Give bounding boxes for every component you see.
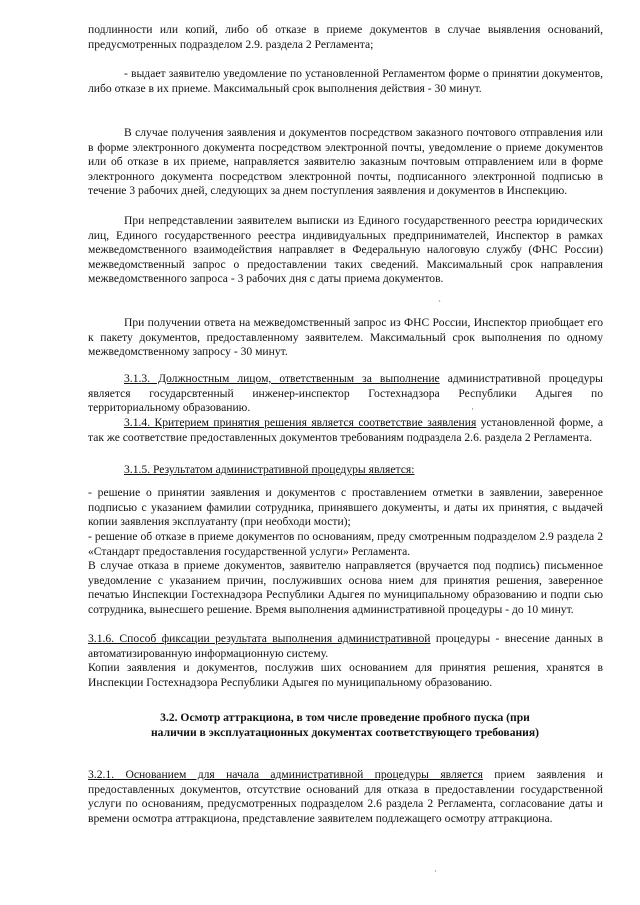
clause-3-1-5-title: 3.1.5. Результатом административной процедуры является:	[124, 463, 415, 476]
clause-3-1-4-title: 3.1.4. Критерием принятия решения является соответствие заявления	[124, 416, 477, 429]
paragraph-3-2-1	[88, 768, 603, 826]
scan-speck: ·	[434, 866, 437, 876]
paragraph-notification: - выдает заявителю уведомление по установленной Регламентом форме о принятии документов, либо отказе в их приеме. Максимальный срок выполнения действия - 30 минут.	[88, 67, 603, 95]
section-3-2-heading: 3.2. Осмотр аттракциона, в том числе проведение пробного пуска (при наличии в эксплуатационных документах соответствующего требования)	[151, 711, 539, 739]
result-decision-refuse: - решение об отказе в приеме документов по основаниям, преду смотренным подразделом 2.9 раздела 2 «Стандарт предоставления государственной услуги» Регламента.	[88, 530, 603, 558]
result-decision-accept: - решение о принятии заявления и документов с проставлением отметки в заявлении, заверенное подписью с указанием фамилии сотрудника, принявшего документы, и даты их принятия, с выдачей копии заявления эксплуатанту (при необходи мости);	[88, 486, 603, 529]
paragraph-3-1-3	[88, 372, 603, 416]
clause-3-1-3-title: 3.1.3. Должностным лицом, ответственным за выполнение	[124, 372, 440, 385]
clause-3-2-1-body: прием заявления и предоставленных документов, отсутствие оснований для отказа в предоставлении государственной услуги по основаниям, предусмотренных подразделом 2.6 раздела 2 Регламента, согласование даты и времени осмотра аттракциона, представление заявителем подлежащего осмотру аттракциона.	[88, 768, 603, 825]
clause-3-1-6-body: процедуры - внесение данных в автоматизированную информационную систему.	[88, 632, 604, 660]
result-refusal-notice: В случае отказа в приеме документов, заявителю направляется (вручается под подпись) письменное уведомление с указанием причин, послуживших основа нием для принятия решения, заверенное печатью Инспекции Гостехнадзора Республики Адыгея по муниципальному образованию и подпи сью сотрудника, вынесшего решение. Время выполнения административной процедуры - до 10 минут.	[88, 559, 603, 616]
paragraph-interagency-request: При непредставлении заявителем выписки из Единого государственного реестра юридических лиц, Единого государственного реестра индивидуальных предпринимателей, Инспектор в рамках межведомственного взаимодействия направляет в Федеральную налоговую службу (ФНС России) межведомственный запрос о предоставлении таких сведений. Максимальный срок направления межведомственного запроса - 3 рабочих дня с даты приема документов.	[88, 214, 603, 286]
paragraph-3-1-4	[88, 416, 603, 445]
clause-3-2-1-title: 3.2.1. Основанием для начала административной процедуры является	[88, 768, 483, 781]
paragraph-3-1-6	[88, 632, 603, 661]
paragraph-3-1-5	[88, 463, 603, 478]
clause-3-1-4-body: установленной форме, а так же соответствие предоставленных документов требованиям подраздела 2.6. раздела 2 Регламента.	[88, 416, 603, 444]
clause-3-1-3-body: административной процедуры является государсвтенный инженер-инспектор Гостехнадзора Республики Адыгея по территориальному образованию.	[88, 372, 603, 415]
paragraph-fns-response: При получении ответа на межведомственный запрос из ФНС России, Инспектор приобщает его к пакету документов, предоставленному заявителем. Максимальный срок выполнения по одному межведомственному запросу - 30 минут.	[88, 316, 603, 359]
scan-speck: ˏ	[438, 292, 441, 302]
paragraph-continuation: подлинности или копий, либо об отказе в приеме документов в случае выявления оснований, предусмотренных подразделом 2.9. раздела 2 Регламента;	[88, 23, 603, 51]
clause-3-1-6-title: 3.1.6. Способ фиксации результата выполнения административной	[88, 632, 431, 645]
scan-speck: ·	[471, 404, 474, 414]
paragraph-storage: Копии заявления и документов, послужив ших основанием для принятия решения, хранятся в Инспекции Гостехнадзора Республики Адыгея по муниципальному образованию.	[88, 661, 603, 689]
paragraph-postal-receipt: В случае получения заявления и документов посредством заказного почтового отправления или в форме электронного документа посредством электронной почты, уведомление о приеме документов или об отказе в их приеме, направляется заявителю заказным почтовым отправлением или в форме электронного документа посредством электронной почты, подписанного электронной подписью в течение 3 рабочих дней, следующих за днем поступления заявления и документов в Инспекцию.	[88, 126, 603, 198]
